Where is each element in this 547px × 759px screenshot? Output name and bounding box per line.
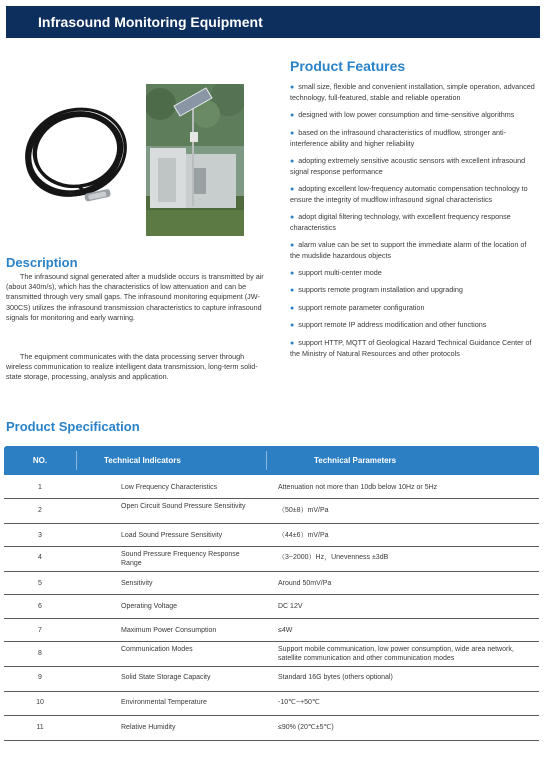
row-indicator: Sensitivity — [121, 580, 153, 587]
row-no: 8 — [38, 650, 42, 657]
row-parameter: （44±6）mV/Pa — [278, 532, 329, 539]
field-station-photo — [146, 84, 244, 236]
description-paragraph-2: The equipment communicates with the data processing server through wireless communication to realize intelligent data transmission, long-term solid-state storage, processing, analysis and application. — [6, 352, 258, 382]
row-no: 9 — [38, 674, 42, 681]
description-title: Description — [6, 255, 78, 270]
row-indicator: Environmental Temperature — [121, 699, 207, 706]
row-no: 6 — [38, 603, 42, 610]
feature-item: ● designed with low power consumption and time-sensitive algorithms — [290, 110, 515, 119]
feature-item: ● adopting excellent low-frequency automatic compensation technology to ensure the integrity of mudflow infrasound signal characteristics — [290, 183, 528, 204]
row-no: 10 — [36, 699, 44, 706]
row-no: 2 — [38, 507, 42, 514]
table-row — [4, 595, 539, 619]
row-indicator: Low Frequency Characteristics — [121, 484, 218, 491]
bullet-icon: ● — [290, 129, 295, 137]
feature-item: ● adopt digital filtering technology, with excellent frequency response characteristics — [290, 211, 511, 232]
row-no: 11 — [36, 724, 44, 731]
header-no: NO. — [32, 456, 48, 465]
product-specification-title: Product Specification — [6, 419, 140, 434]
specification-table — [4, 446, 539, 741]
bullet-icon: ● — [290, 84, 295, 91]
feature-item: ● support multi-center mode — [290, 267, 382, 277]
sensor-cable-photo — [18, 102, 130, 210]
row-indicator: Operating Voltage — [121, 603, 178, 610]
table-row — [4, 547, 539, 572]
header-parameters: Technical Parameters — [314, 456, 397, 465]
feature-item: ● support HTTP, MQTT of Geological Hazard Technical Guidance Center of the Ministry of Natural Resources and other protocols — [290, 337, 532, 359]
row-no: 5 — [38, 580, 42, 587]
feature-item: ● based on the infrasound characteristics of mudflow, stronger anti-interference ability and higher reliability — [290, 127, 506, 148]
row-indicator: Solid State Storage Capacity — [121, 674, 211, 681]
description-paragraph-1: The infrasound signal generated after a mudslide occurs is transmitted by air (about 340m/s), which has the characteristics of low attenuation and can be transmitted through very small gaps. The infrasound monitoring equipment (JW-300CS) utilizes the infrasound transmission characteristics to capture infrasound signals for monitoring and early warning. — [6, 272, 264, 322]
bullet-icon: ● — [290, 322, 295, 330]
row-parameter: ≤4W — [278, 627, 293, 634]
table-row — [4, 692, 539, 716]
feature-item: ● small size, flexible and convenient installation, simple operation, advanced technology, full-featured, stable and reliable operation — [290, 82, 535, 103]
bullet-icon: ● — [290, 185, 295, 193]
table-row — [4, 499, 539, 524]
bullet-icon: ● — [290, 112, 295, 119]
row-parameter: （3~2000）Hz，Unevenness ±3dB — [278, 554, 389, 561]
row-parameter: DC 12V — [278, 603, 303, 610]
table-row — [4, 619, 539, 642]
row-parameter: （50±8）mV/Pa — [278, 507, 329, 514]
row-no: 3 — [38, 532, 42, 539]
row-indicator: Open Circuit Sound Pressure Sensitivity — [121, 503, 246, 510]
row-indicator: Maximum Power Consumption — [121, 627, 217, 634]
row-no: 7 — [38, 627, 42, 634]
page-banner: Infrasound Monitoring Equipment — [6, 6, 540, 38]
feature-item: ● support remote IP address modification and other functions — [290, 320, 487, 330]
table-row — [4, 667, 539, 692]
product-features-title: Product Features — [290, 58, 406, 74]
header-indicators: Technical Indicators — [104, 456, 181, 465]
row-indicator: Communication Modes — [121, 646, 193, 653]
row-parameter: Attenuation not more than 10db below 10Hz or 5Hz — [278, 484, 438, 491]
bullet-icon: ● — [290, 339, 295, 347]
row-parameter: Standard 16G bytes (others optional) — [278, 674, 393, 681]
table-row — [4, 716, 539, 741]
table-row — [4, 524, 539, 547]
table-row — [4, 572, 539, 595]
feature-item: ● adopting extremely sensitive acoustic sensors with excellent infrasound signal response performance — [290, 155, 526, 176]
row-parameter: -10℃~+50℃ — [278, 699, 320, 706]
row-parameter: Around 50mV/Pa — [278, 580, 332, 587]
row-parameter: Support mobile communication, low power consumption, wide area network, satellite communication and other communication modes — [278, 646, 514, 662]
bullet-icon: ● — [290, 304, 295, 312]
bullet-icon: ● — [290, 157, 295, 165]
bullet-icon: ● — [290, 287, 295, 295]
feature-item: ● supports remote program installation and upgrading — [290, 285, 463, 295]
row-no: 4 — [38, 554, 42, 561]
row-parameter: ≤90% (20℃±5℃) — [278, 724, 334, 731]
row-indicator: Relative Humidity — [121, 724, 176, 731]
table-header — [4, 446, 539, 475]
table-row — [4, 475, 539, 499]
bullet-icon: ● — [290, 241, 295, 249]
features-list — [290, 82, 538, 366]
bullet-icon: ● — [290, 213, 295, 221]
row-no: 1 — [38, 484, 42, 491]
bullet-icon: ● — [290, 269, 295, 277]
row-indicator: Load Sound Pressure Sensitivity — [121, 532, 223, 539]
feature-item: ● support remote parameter configuration — [290, 302, 425, 312]
table-row — [4, 642, 539, 667]
row-indicator: Sound Pressure Frequency Response Range — [121, 551, 240, 567]
feature-item: ● alarm value can be set to support the immediate alarm of the location of the mudslide hazardous objects — [290, 239, 527, 260]
